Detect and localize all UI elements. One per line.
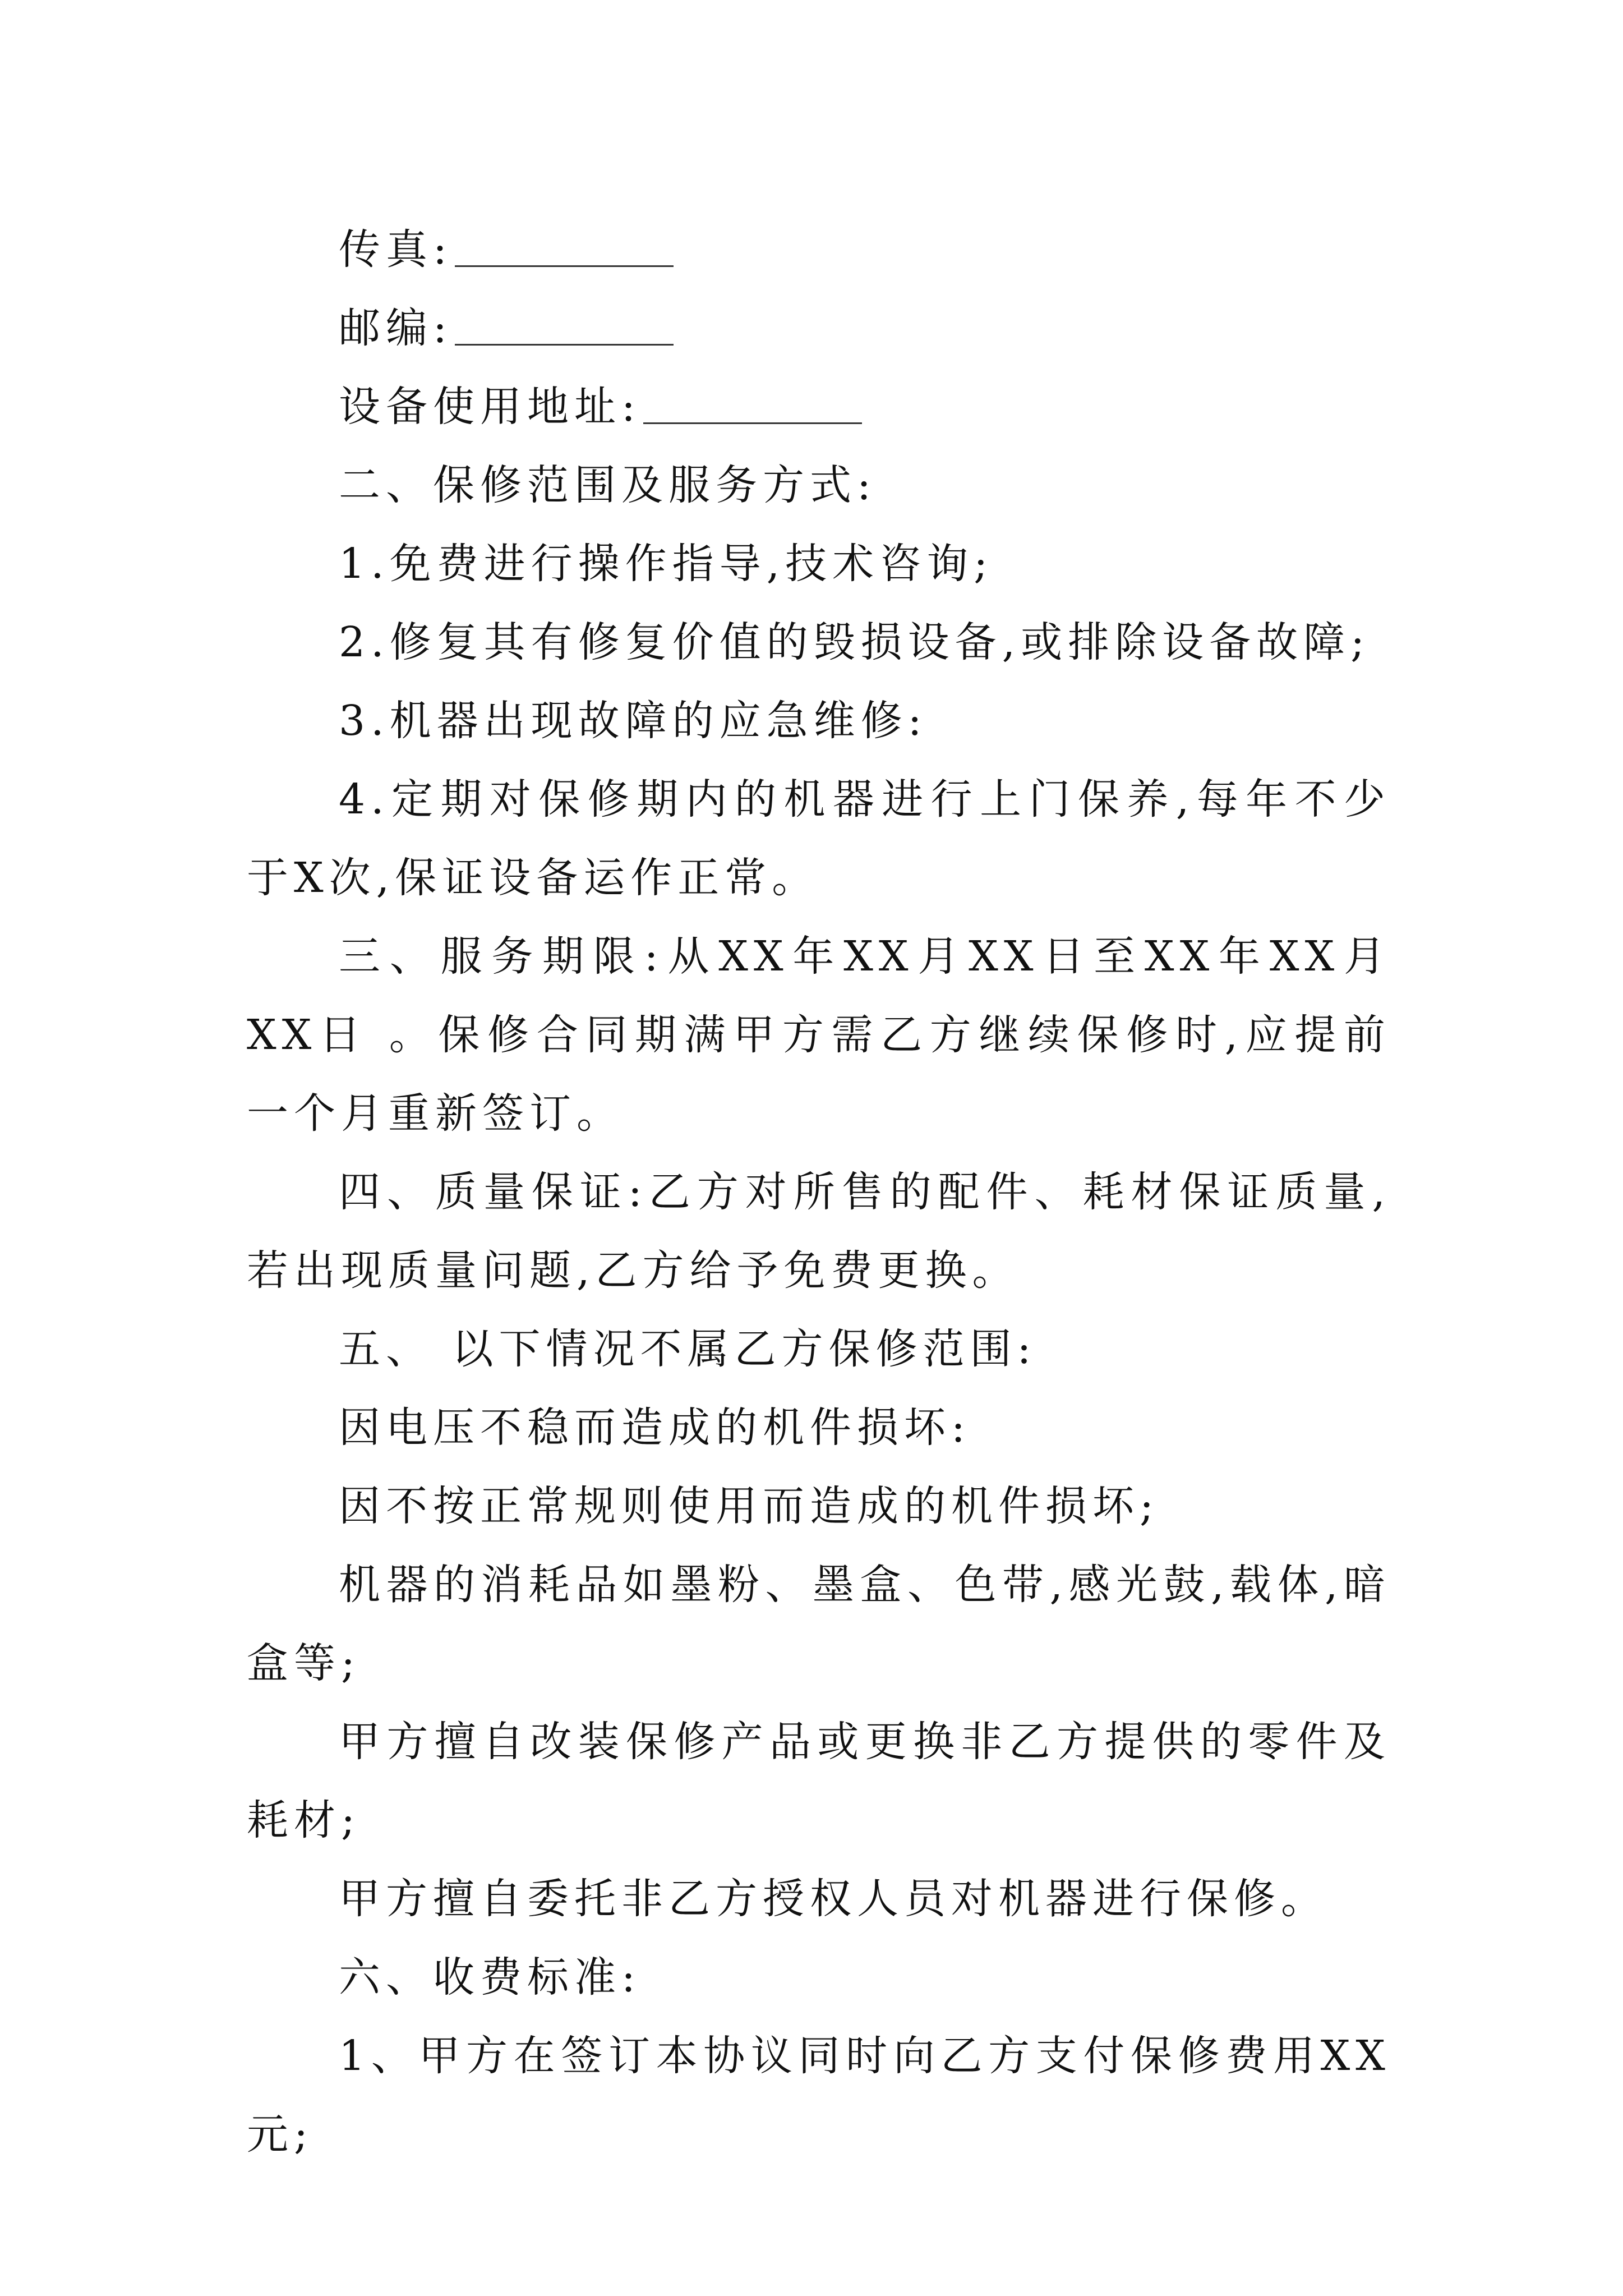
postcode-label: 邮编:	[339, 304, 453, 352]
address-line	[247, 367, 1391, 446]
paragraph: 1、甲方在签订本协议同时向乙方支付保修费用XX元;	[247, 2032, 1391, 2159]
section-heading-scope: 二、保修范围及服务方式:	[339, 461, 877, 509]
paragraph: 4.定期对保修期内的机器进行上门保养,每年不少于X次,保证设备运作正常。	[247, 775, 1391, 902]
section-service-period: 三、服务期限:从XX年XX月XX日至XX年XX月XX日 。保修合同期满甲方需乙方继续保修时,应提前一个月重新签订。	[247, 932, 1391, 1138]
postcode-line	[247, 289, 1391, 367]
address-blank	[643, 383, 862, 424]
paragraph: 甲方擅自改装保修产品或更换非乙方提供的零件及耗材;	[247, 1718, 1391, 1844]
postcode-blank	[455, 305, 674, 346]
paragraph: 因不按正常规则使用而造成的机件损坏;	[339, 1482, 1159, 1530]
fax-blank	[455, 226, 674, 267]
paragraph: 因电压不稳而造成的机件损坏:	[339, 1404, 971, 1452]
address-label: 设备使用地址:	[339, 383, 641, 431]
fax-label: 传真:	[339, 226, 453, 274]
section-heading-exclusions: 五、 以下情况不属乙方保修范围:	[339, 1325, 1037, 1373]
document-body	[247, 210, 1391, 2174]
section-heading-fees: 六、收费标准:	[339, 1953, 641, 2001]
paragraph: 3.机器出现故障的应急维修:	[339, 697, 928, 745]
paragraph: 机器的消耗品如墨粉、墨盒、色带,感光鼓,载体,暗盒等;	[247, 1561, 1391, 1687]
paragraph: 2.修复其有修复价值的毁损设备,或排除设备故障;	[339, 618, 1371, 666]
paragraph: 甲方擅自委托非乙方授权人员对机器进行保修。	[339, 1875, 1328, 1923]
paragraph: 1.免费进行操作指导,技术咨询;	[339, 540, 994, 588]
section-quality-guarantee: 四、质量保证:乙方对所售的配件、耗材保证质量,若出现质量问题,乙方给予免费更换。	[247, 1168, 1391, 1295]
fax-line	[247, 210, 1391, 289]
